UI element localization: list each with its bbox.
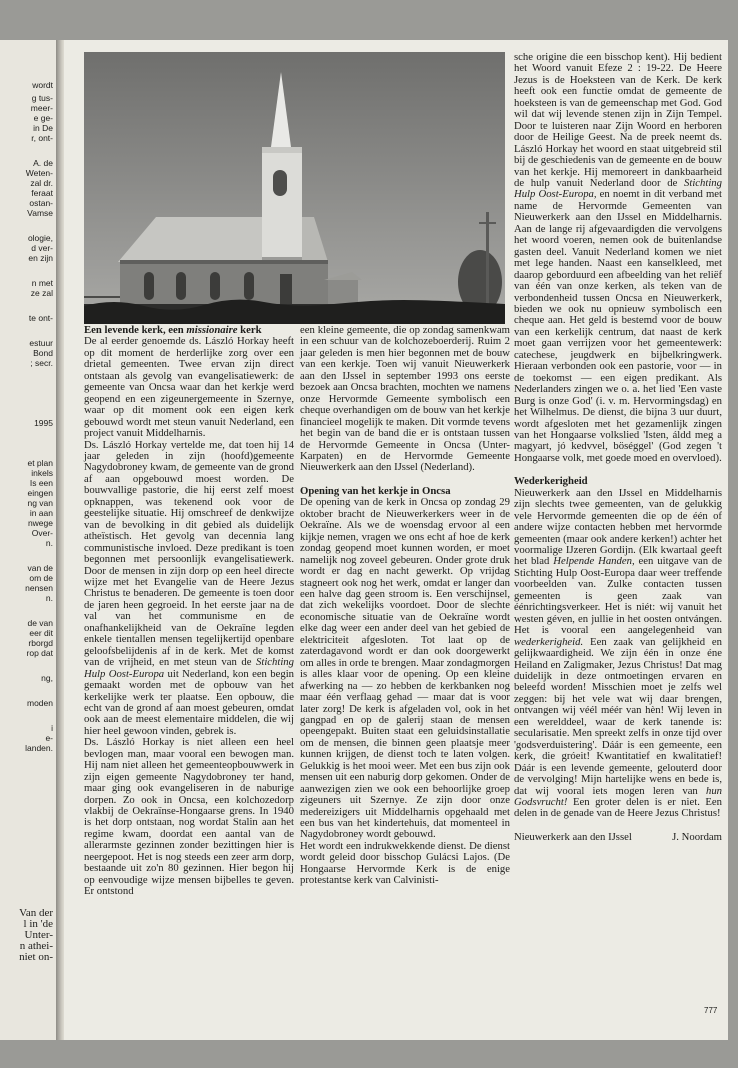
prev-page-text-fragment: de van: [27, 618, 53, 628]
prev-page-text-fragment: eer dit: [29, 628, 53, 638]
prev-page-text-fragment: l in 'de: [23, 918, 53, 930]
prev-page-text-fragment: feraat: [31, 188, 53, 198]
prev-page-text-fragment: niet on-: [19, 951, 53, 963]
prev-page-text-fragment: nwege: [27, 518, 53, 528]
paragraph: De opening van de kerk in Oncsa op zondag 29 oktober bracht de Nieuwerkerkers weer in de Oekraïne. Als we de woensdag ervoor al een kijkje nemen, vragen we ons echt af hoe de kerk zondag geopend moet kunnen worden, er moet namelijk nog zoveel gebeuren. Onder grote druk wordt er dag en nacht gewerkt. Op vrijdag stagneert ook nog het werk, omdat er langer dan een halve dag geen stroom is. Een verschijnsel, dat zich wekelijks voordoet. Door de slechte economische situatie van de Oekraïne wordt elke dag weer een ander deel van het gebied de elektriciteit afgesloten. Tot laat op de zaterdagavond wordt er dan ook doorgewerkt om alles in orde te brengen. Maar zondagmorgen is alles klaar voor de opening. Op een kleine afwerking na — zo hebben de kerkbanken nog maar één verflaag gehad — maar dat is voor later zorg! De kerk is afgeladen vol, ook in het gangpad en op de galerij staan de mensen opeengepakt. Buiten staat een geluidsinstallatie om de mensen, die binnen geen plaatsje meer kunnen krijgen, de dienst toch te laten volgen. Gelukkig is het mooi weer. Met een bus zijn ook mensen uit een naburig dorp gekomen. Onder de aanwezigen zien we ook een behoorlijke groep zigeuners uit Szernye. Ze zijn door onze medereizigers uit Middelharnis opgehaald met een bus van het kindertehuis, dat momenteel in Nagydobroney wordt gebouwd.: [300, 496, 510, 841]
prev-page-text-fragment: Is een: [29, 478, 53, 488]
prev-page-text-fragment: ze zal: [30, 288, 53, 298]
signature-author: J. Noordam: [672, 830, 722, 843]
article-column-1: [84, 325, 294, 898]
prev-page-text-fragment: rop dat: [26, 648, 53, 658]
prev-page-text-fragment: n.: [45, 593, 53, 603]
prev-page-text-fragment: n.: [45, 538, 53, 548]
prev-page-text-fragment: meer-: [30, 103, 53, 113]
heading-wederkerigheid: Wederkerigheid: [514, 475, 588, 488]
prev-page-text-fragment: landen.: [25, 743, 53, 753]
prev-page-text-fragment: moden: [27, 698, 53, 708]
paragraph: Nieuwerkerk aan den IJssel en Middelharnis zijn slechts twee gemeenten, van de gelukkig vele Hervormde gemeenten die op de één of andere wijze contacten hebben met hervormde gemeenten (maar ook andere kerken!) achter het voormalige IJzeren Gordijn. (Elk kwartaal geeft het blad Helpende Handen, een uitgave van de Stichting Hulp Oost-Europa daar weer treffende voorbeelden van. Zulke contacten tussen gemeenten is geen zaak van éénrichtingsverkeer. Het is niét: wij vanuit het westen géven, en jullie in het oosten ontvángen. Het is vooral een aangelegenheid van wederkerigheid. Een zaak van gelijkheid en gelijkwaardigheid. We zijn één in onze éne Heiland en Zaligmaker, Jezus Christus! Dat mag duidelijk in deze ontmoetingen ervaren en beleefd worden! Misschien moet je zelfs wel zeggen: bij het vele wat wij daar brengen, ontvangen wij véél méér van hèn! Wij leven in een werelddeel, waar de kerk tanende is: secularisatie. Men spreekt zelfs in onze tijd over 'godsverduistering'. Dáár is een gemeente, een kerk, die gróeit! Kwantitatief en kwalitatief! Dáár is een levende gemeente, gelouterd door de vervolging! Mijn hartelijke wens en bede is, dat wij vooral iets mogen leren van hun Godsvrucht! Een groter delen is er niet. Een delen in de genade van de Heere Jezus Christus!: [514, 486, 723, 820]
heading-opening-kerkje: Opening van het kerkje in Oncsa: [300, 484, 451, 497]
prev-page-text-fragment: i: [51, 723, 53, 733]
paragraph: een kleine gemeente, die op zondag samenkwam in een schuur van de kolchozeboerderij. Ruim 2 jaar geleden is men hier begonnen met de bouw van een kerkje. Toen wij vanuit Nieuwerkerk aan den IJssel in september 1993 ons eerste bezoek aan Oncsa brachten, mochten we namens onze Hervormde Gemeente symbolisch een cheque overhandigen om de bouw van het kerkje financieel mogelijk te maken. Dit vormde tevens het begin van de band die er is ontstaan tussen de Hervormde Gemeente in Oncsa (Unter-Karpaten) en de Hervormde Gemeente Nieuwerkerk aan den IJssel (Nederland).: [300, 324, 510, 474]
prev-page-text-fragment: ng van: [27, 498, 53, 508]
prev-page-text-fragment: van de: [27, 563, 53, 573]
prev-page-text-fragment: g tus-: [31, 93, 53, 103]
page-number: 777: [704, 1006, 718, 1015]
prev-page-text-fragment: wordt: [32, 80, 53, 90]
paragraph: Ds. László Horkay is niet alleen een heel bevlogen man, maar vooral een bewogen man. Hij nam niet alleen het gemeenteopbouwwerk in zijn eigen gemeente Nagydobroney ter hand, maar ging ook evangeliseren in de naburige dorpen. Zo ook in Oncsa, een kolchozedorp vlakbij de Oekraïnse-Hongaarse grens. In 1940 is het dorp ontstaan, nog wordat Stalin aan het regime kwam, doordat een aantal van de allerarmste gezinnen zonder bezittingen hier is neergepoot. Het is nog steeds een zeer arm dorp, bestaande uit zo'n 80 gezinnen. Hier begon hij op eenvoudige wijze mensen bijbelles te geven. Er ontstond: [84, 736, 294, 898]
prev-page-text-fragment: e-: [45, 733, 53, 743]
prev-page-text-fragment: r, ont-: [31, 133, 53, 143]
prev-page-text-fragment: n met: [31, 278, 53, 288]
prev-page-text-fragment: om de: [29, 573, 53, 583]
prev-page-text-fragment: in De: [33, 123, 53, 133]
church-photo: [84, 52, 505, 324]
prev-page-text-fragment: Weten-: [25, 168, 53, 178]
article-column-2: [300, 325, 510, 887]
prev-page-text-fragment: Over-: [31, 528, 53, 538]
prev-page-text-fragment: rborgd: [28, 638, 53, 648]
paragraph: sche origine die een bisschop kent). Hij bedient het Woord vanuit Efeze 2 : 19-22. De Heere Jezus is de Hoeksteen van de Kerk. De kerk heeft ook een functie omdat de gemeente de hoeksteen is van de gemeenschap met God. God wil dat wij levende stenen zijn in Zijn Tempel. Door te luisteren naar Zijn Woord en herboren door de Heilige Geest. Na de preek neemt ds. László Horkay het woord en staat uitgebreid stil bij de geschiedenis van de gemeente en de bouw van het kerkje. Hij memoreert in dankbaarheid de hulp vanuit Nederland door de Stichting Hulp Oost-Europa, en noemt in dit verband met name de Hervormde Gemeenten van Nieuwerkerk aan den IJssel en Middelharnis. Aan de lange rij afgevaardigden die vervolgens het woord voeren, nemen ook de buitenlandse gasten deel. Vanuit Nederland komen we niet met lege handen. Naast een kanselkleed, met daarop geborduurd een afbeelding van het reliëf van één van onze kerken, als teken van de verbondenheid tussen Oncsa en Nieuwerkerk, bieden we ook nu opnieuw symbolisch een cheque aan. Het geld is bestemd voor de bouw van een kerkelijk centrum, dat naast de kerk moet gaan verrijzen voor het gemeentewerk: catechese, jeugdwerk en bijbelkringwerk. Hieraan verbonden ook een pastorie, voor — in de toekomst — een eigen predikant. Als Nederlanders zingen we o. a. het lied 'Een vaste Burg is onze God' (i. v. m. Hervormingsdag) en het Wilhelmus. De dienst, die bijna 3 uur duurt, wordt afgesloten met het gezamenlijk zingen van het Hongaarse volkslied 'Isten, áldd meg a magyart, jó kedvvel, böséggel' (God zegen 't Hongaarse volk, met goede moed en overvloed).: [514, 51, 723, 464]
prev-page-text-fragment: estuur: [29, 338, 53, 348]
paragraph: Het wordt een indrukwekkende dienst. De dienst wordt geleid door bisschop Gulácsi Lajos. (De Hongaarse Hervormde Kerk is de enige protestantse kerk van Calvinisti-: [300, 839, 510, 887]
prev-page-text-fragment: Bond: [33, 348, 53, 358]
prev-page-text-fragment: Van der: [19, 907, 53, 919]
paragraph: Ds. László Horkay vertelde me, dat toen hij 14 jaar geleden in zijn (hoofd)gemeente Nagydobroney kwam, de gemeente van de grond af aan opgebouwd moest worden. De bouwvallige pastorie, die hij eerst zelf moest opknappen, was tekenend ook voor de geestelijke situatie. Hij omschreef de denkwijze van de bevolking in dit gebied als duidelijk atheïstisch. Het gevolg van decennia lang communistische invloed. Deze predikant is toen begonnen met persoonlijk evangelisatiewerk. Door de mensen in zijn dorp op een heel directe wijze met het Evangelie van de Heere Jezus Christus te benaderen. De gemeente is toen door de jaren heen gegroeid. In het eerste jaar na de val van het communisme en de onafhankelijkheid van de Oekraïne legden enkele tientallen mensen tegelijkertijd openbare geloofsbelijdenis af in de kerk. Met de komst van de vrijheid, en met steun van de Stichting Hulp Oost-Europa uit Nederland, kon een begin gemaakt worden met de opbouw van het kerkelijke werk ter plaatse. Een opbouw, die echt van de grond af aan moest gebeuren, omdat ook aan de meest elementaire middelen, die wij hier heel gewoon vinden, gebrek is.: [84, 438, 295, 737]
prev-page-text-fragment: 1995: [34, 418, 53, 428]
prev-page-text-fragment: te ont-: [28, 313, 53, 323]
prev-page-text-fragment: d ver-: [31, 243, 53, 253]
prev-page-text-fragment: ologie,: [27, 233, 53, 243]
article-column-3: [514, 52, 722, 843]
prev-page-text-fragment: n athei-: [19, 940, 53, 952]
prev-page-text-fragment: in aan: [29, 508, 53, 518]
prev-page-text-fragment: en zijn: [28, 253, 53, 263]
heading-levende-kerk: Een levende kerk, een missionaire kerk: [84, 324, 262, 336]
paragraph: De al eerder genoemde ds. László Horkay heeft op dit moment de herderlijke zorg over een drietal gemeenten. Twee ervan zijn direct ontstaan als gevolg van evangelisatiewerk: de gemeente van Oncsa waar dan het kerkje werd geopend en een zigeunergemeente in Szernye, waar op dit moment ook een eigen kerk gebouwd wordt met steun vanuit Nederland, een project vanuit Middelharnis.: [84, 335, 294, 440]
prev-page-text-fragment: Unter-: [24, 929, 53, 941]
signature-line: [514, 832, 722, 843]
prev-page-text-fragment: ostan-: [29, 198, 53, 208]
prev-page-text-fragment: e ge-: [33, 113, 53, 123]
prev-page-text-fragment: inkels: [31, 468, 53, 478]
prev-page-text-fragment: eingen: [27, 488, 53, 498]
prev-page-text-fragment: et plan: [27, 458, 53, 468]
signature-place: Nieuwerkerk aan den IJssel: [514, 830, 632, 843]
prev-page-text-fragment: nensen: [25, 583, 53, 593]
prev-page-text-fragment: A. de: [33, 158, 53, 168]
prev-page-text-fragment: ; secr.: [30, 358, 53, 368]
prev-page-text-fragment: Vamse: [27, 208, 53, 218]
prev-page-text-fragment: ng,: [41, 673, 53, 683]
prev-page-text-fragment: zal dr.: [30, 178, 53, 188]
previous-page-fragment: [0, 40, 57, 1040]
